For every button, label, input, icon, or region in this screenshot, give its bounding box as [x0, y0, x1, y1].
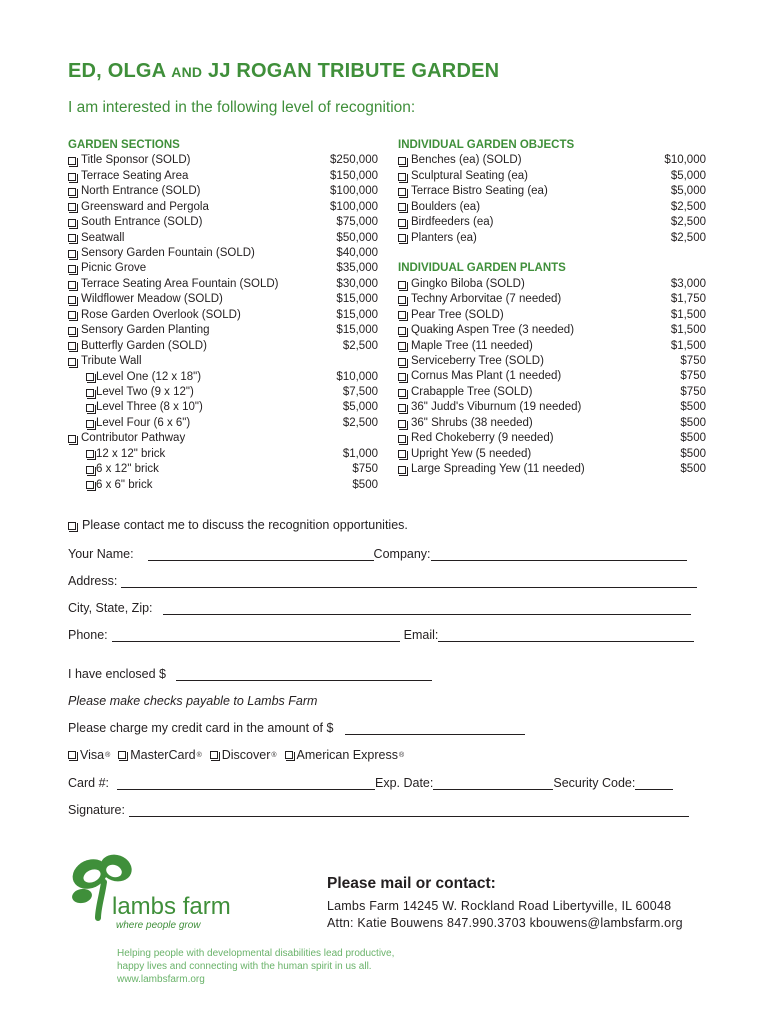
checkbox-icon[interactable]	[398, 404, 406, 412]
list-item[interactable]	[398, 431, 706, 446]
list-item[interactable]	[398, 323, 706, 338]
item-price: $1,500	[670, 339, 706, 352]
item-price: $5,000	[670, 169, 706, 182]
item-price: $750	[352, 463, 378, 476]
item-price: $500	[680, 463, 706, 476]
item-label: South Entrance (SOLD)	[81, 216, 203, 229]
card-option[interactable]	[285, 748, 405, 762]
checkbox-icon[interactable]	[68, 751, 76, 759]
item-label: 6 x 12" brick	[96, 463, 159, 476]
item-label: Serviceberry Tree (SOLD)	[411, 355, 544, 368]
checkbox-icon[interactable]	[68, 265, 76, 273]
address-label: Address:	[68, 574, 118, 588]
item-price: $50,000	[336, 231, 378, 244]
checkbox-icon[interactable]	[398, 466, 406, 474]
garden-objects-list	[398, 153, 706, 246]
list-item[interactable]	[398, 447, 706, 462]
item-label: 12 x 12" brick	[96, 447, 166, 460]
list-item[interactable]	[68, 292, 378, 307]
item-price: $1,500	[670, 308, 706, 321]
item-price: $1,750	[670, 293, 706, 306]
exp-date-label: Exp. Date:	[375, 776, 434, 790]
city-row	[68, 601, 691, 615]
checkbox-icon[interactable]	[68, 157, 76, 165]
checkbox-icon[interactable]	[398, 173, 406, 181]
checkbox-icon[interactable]	[398, 296, 406, 304]
phone-field[interactable]	[112, 630, 400, 642]
item-price: $2,500	[670, 216, 706, 229]
card-option[interactable]	[118, 748, 201, 762]
card-option-label: Visa	[80, 748, 105, 762]
item-label: Benches (ea) (SOLD)	[411, 154, 522, 167]
registered-mark: ®	[271, 751, 277, 759]
checkbox-icon[interactable]	[398, 373, 406, 381]
checkbox-icon[interactable]	[398, 450, 406, 458]
checkbox-icon[interactable]	[68, 296, 76, 304]
item-price: $15,000	[336, 293, 378, 306]
item-price: $5,000	[342, 401, 378, 414]
item-label: 36" Shrubs (38 needed)	[411, 416, 533, 429]
charge-row	[68, 721, 525, 735]
list-item[interactable]	[68, 462, 378, 477]
garden-plants-heading: INDIVIDUAL GARDEN PLANTS	[398, 262, 566, 275]
list-item[interactable]	[68, 447, 378, 462]
item-label: Gingko Biloba (SOLD)	[411, 277, 525, 290]
title-part-2: AND	[171, 64, 203, 80]
item-label: Upright Yew (5 needed)	[411, 447, 532, 460]
list-item[interactable]	[68, 323, 378, 338]
list-item[interactable]	[68, 354, 378, 369]
checkbox-icon[interactable]	[285, 751, 293, 759]
list-item[interactable]	[398, 308, 706, 323]
item-label: Title Sponsor (SOLD)	[81, 154, 191, 167]
item-label: Terrace Seating Area Fountain (SOLD)	[81, 277, 279, 290]
list-item[interactable]	[68, 169, 378, 184]
item-price: $150,000	[330, 169, 378, 182]
list-item[interactable]	[398, 184, 706, 199]
item-price: $75,000	[336, 216, 378, 229]
name-company-row	[68, 547, 687, 561]
list-item[interactable]	[68, 431, 378, 446]
enclosed-amount-field[interactable]	[176, 669, 432, 681]
list-item[interactable]	[398, 200, 706, 215]
item-label: Pear Tree (SOLD)	[411, 308, 504, 321]
item-label: Maple Tree (11 needed)	[411, 339, 533, 352]
item-price: $500	[680, 401, 706, 414]
list-item[interactable]	[398, 292, 706, 307]
registered-mark: ®	[398, 751, 405, 759]
phone-label: Phone:	[68, 628, 108, 642]
page-title	[68, 60, 499, 83]
list-item[interactable]	[68, 184, 378, 199]
security-code-field[interactable]	[635, 778, 673, 790]
company-field[interactable]	[431, 549, 687, 561]
list-item[interactable]	[68, 231, 378, 246]
checkbox-icon[interactable]	[68, 188, 76, 196]
list-item[interactable]	[68, 339, 378, 354]
list-item[interactable]	[68, 215, 378, 230]
tribute-wall-list	[68, 370, 378, 432]
title-part-3: JJ ROGAN TRIBUTE GARDEN	[202, 60, 500, 82]
address-row	[68, 574, 697, 588]
item-price: $100,000	[330, 185, 378, 198]
item-label: Terrace Seating Area	[81, 169, 189, 182]
item-label: Level Three (8 x 10")	[96, 401, 203, 414]
logo-wordmark: lambs farm	[112, 893, 231, 920]
item-label: Seatwall	[81, 231, 125, 244]
list-item[interactable]	[398, 385, 706, 400]
registered-mark: ®	[105, 751, 111, 759]
footer-mission	[117, 948, 394, 986]
item-label: North Entrance (SOLD)	[81, 185, 201, 198]
item-price: $40,000	[336, 247, 378, 260]
card-option[interactable]	[68, 748, 110, 762]
item-label: 6 x 6" brick	[96, 478, 153, 491]
item-label: Level One (12 x 18")	[96, 370, 202, 383]
list-item[interactable]	[68, 153, 378, 168]
checkbox-icon[interactable]	[68, 234, 76, 242]
item-label: Butterfly Garden (SOLD)	[81, 339, 207, 352]
item-price: $10,000	[336, 370, 378, 383]
list-item[interactable]	[68, 385, 378, 400]
item-price: $35,000	[336, 262, 378, 275]
item-price: $750	[680, 355, 706, 368]
item-price: $30,000	[336, 277, 378, 290]
checkbox-icon[interactable]	[86, 420, 94, 428]
list-item[interactable]	[398, 369, 706, 384]
item-price: $500	[680, 416, 706, 429]
list-item[interactable]	[68, 400, 378, 415]
checkbox-icon[interactable]	[68, 522, 76, 530]
item-price: $15,000	[336, 324, 378, 337]
list-item[interactable]	[68, 277, 378, 292]
item-label: Techny Arborvitae (7 needed)	[411, 293, 562, 306]
registered-mark: ®	[196, 751, 202, 759]
item-label: Cornus Mas Plant (1 needed)	[411, 370, 562, 383]
list-item[interactable]	[398, 339, 706, 354]
item-label: Planters (ea)	[411, 231, 477, 244]
checkbox-icon[interactable]	[398, 358, 406, 366]
item-price: $500	[352, 478, 378, 491]
item-price: $250,000	[330, 154, 378, 167]
enclosed-row	[68, 667, 432, 681]
city-state-zip-field[interactable]	[163, 603, 691, 615]
company-label: Company:	[373, 547, 431, 561]
garden-objects-column	[398, 138, 706, 478]
item-label: Birdfeeders (ea)	[411, 216, 494, 229]
item-label: Red Chokeberry (9 needed)	[411, 432, 554, 445]
item-price: $10,000	[664, 154, 706, 167]
item-label: Terrace Bistro Seating (ea)	[411, 185, 548, 198]
list-item[interactable]	[398, 400, 706, 415]
phone-email-row	[68, 628, 694, 642]
checkbox-icon[interactable]	[86, 389, 94, 397]
card-option[interactable]	[210, 748, 277, 762]
card-option-label: Discover	[221, 748, 271, 762]
name-label: Your Name:	[68, 547, 134, 561]
checkbox-icon[interactable]	[398, 219, 406, 227]
garden-plants-list	[398, 277, 706, 478]
security-code-label: Security Code:	[553, 776, 636, 790]
list-item[interactable]	[68, 200, 378, 215]
list-item[interactable]	[68, 246, 378, 261]
list-item[interactable]	[398, 231, 706, 246]
item-label: 36" Judd's Viburnum (19 needed)	[411, 401, 582, 414]
list-item[interactable]	[398, 215, 706, 230]
item-label: Sculptural Seating (ea)	[411, 169, 528, 182]
checks-note: Please make checks payable to Lambs Farm	[68, 694, 318, 708]
list-item[interactable]	[398, 354, 706, 369]
list-item[interactable]	[68, 261, 378, 276]
card-row	[68, 776, 673, 790]
contributor-pathway-list	[68, 447, 378, 493]
signature-label: Signature:	[68, 803, 125, 817]
checkbox-icon[interactable]	[398, 188, 406, 196]
item-price: $500	[680, 432, 706, 445]
checkbox-icon[interactable]	[398, 281, 406, 289]
title-part-1: ED, OLGA	[68, 60, 172, 82]
item-price: $3,000	[670, 277, 706, 290]
card-option-label: MasterCard	[130, 748, 196, 762]
checkbox-icon[interactable]	[398, 327, 406, 335]
item-label: Picnic Grove	[81, 262, 147, 275]
item-price: $750	[680, 370, 706, 383]
item-price: $2,500	[670, 231, 706, 244]
checkbox-icon[interactable]	[68, 250, 76, 258]
list-item[interactable]	[398, 169, 706, 184]
list-item[interactable]	[398, 153, 706, 168]
garden-sections-heading: GARDEN SECTIONS	[68, 139, 180, 151]
garden-sections-list	[68, 153, 378, 369]
checkbox-icon[interactable]	[68, 342, 76, 350]
city-label: City, State, Zip:	[68, 601, 153, 615]
item-price: $100,000	[330, 200, 378, 213]
checkbox-icon[interactable]	[86, 404, 94, 412]
checkbox-icon[interactable]	[398, 311, 406, 319]
item-label: Crabapple Tree (SOLD)	[411, 385, 533, 398]
garden-objects-heading: INDIVIDUAL GARDEN OBJECTS	[398, 139, 575, 151]
charge-amount-field[interactable]	[345, 723, 525, 735]
mail-address: Lambs Farm 14245 W. Rockland Road Libertyville, IL 60048	[327, 899, 672, 913]
item-price: $2,500	[342, 339, 378, 352]
footer-line-1: Helping people with developmental disabilities lead productive,	[117, 948, 395, 959]
exp-date-field[interactable]	[433, 778, 553, 790]
footer-line-2: happy lives and connecting with the human spirit in us all.	[117, 960, 372, 972]
checkbox-icon[interactable]	[398, 203, 406, 211]
item-price: $1,000	[342, 447, 378, 460]
item-label: Rose Garden Overlook (SOLD)	[81, 308, 241, 321]
item-price: $2,500	[670, 200, 706, 213]
mail-contact: Attn: Katie Bouwens 847.990.3703 kbouwens@lambsfarm.org	[327, 916, 683, 930]
item-price: $750	[680, 385, 706, 398]
list-item[interactable]	[68, 370, 378, 385]
checkbox-icon[interactable]	[86, 481, 94, 489]
checkbox-icon[interactable]	[86, 466, 94, 474]
email-field[interactable]	[438, 630, 694, 642]
footer-website-link[interactable]: www.lambsfarm.org	[117, 973, 205, 985]
list-item[interactable]	[398, 416, 706, 431]
item-price: $1,500	[670, 324, 706, 337]
garden-sections-column	[68, 138, 378, 493]
card-number-field[interactable]	[117, 778, 375, 790]
address-field[interactable]	[121, 576, 697, 588]
contact-me-option[interactable]	[68, 518, 408, 532]
card-type-options	[68, 748, 404, 762]
item-label: Boulders (ea)	[411, 200, 481, 213]
contact-me-label: Please contact me to discuss the recognition opportunities.	[82, 518, 408, 532]
email-label: Email:	[403, 628, 439, 642]
list-item[interactable]	[398, 277, 706, 292]
card-number-label: Card #:	[68, 776, 109, 790]
name-field[interactable]	[148, 549, 374, 561]
item-price: $500	[680, 447, 706, 460]
checkbox-icon[interactable]	[68, 358, 76, 366]
checkbox-icon[interactable]	[398, 389, 406, 397]
enclosed-label: I have enclosed $	[68, 667, 166, 681]
item-label: Greensward and Pergola	[81, 200, 209, 213]
item-price: $15,000	[336, 308, 378, 321]
item-price: $5,000	[670, 185, 706, 198]
checkbox-icon[interactable]	[68, 281, 76, 289]
checkbox-icon[interactable]	[68, 327, 76, 335]
pathway-label: Contributor Pathway	[81, 432, 186, 445]
list-item[interactable]	[398, 462, 706, 477]
item-label: Sensory Garden Fountain (SOLD)	[81, 247, 255, 260]
charge-label: Please charge my credit card in the amount of $	[68, 721, 334, 735]
checkbox-icon[interactable]	[398, 234, 406, 242]
checkbox-icon[interactable]	[398, 342, 406, 350]
checkbox-icon[interactable]	[68, 311, 76, 319]
checkbox-icon[interactable]	[68, 203, 76, 211]
item-label: Wildflower Meadow (SOLD)	[81, 293, 223, 306]
card-option-label: American Express	[296, 748, 398, 762]
checkbox-icon[interactable]	[68, 173, 76, 181]
list-item[interactable]	[68, 478, 378, 493]
checkbox-icon[interactable]	[398, 435, 406, 443]
page-subtitle: I am interested in the following level of recognition:	[68, 99, 416, 116]
checkbox-icon[interactable]	[86, 450, 94, 458]
list-item[interactable]	[68, 416, 378, 431]
item-label: Level Two (9 x 12")	[96, 385, 194, 398]
checkbox-icon[interactable]	[86, 373, 94, 381]
item-label: Level Four (6 x 6")	[96, 416, 191, 429]
signature-field[interactable]	[129, 805, 689, 817]
checkbox-icon[interactable]	[68, 219, 76, 227]
list-item[interactable]	[68, 308, 378, 323]
item-label: Quaking Aspen Tree (3 needed)	[411, 324, 575, 337]
item-label: Large Spreading Yew (11 needed)	[411, 463, 585, 476]
checkbox-icon[interactable]	[118, 751, 126, 759]
item-label: Tribute Wall	[81, 355, 142, 368]
checkbox-icon[interactable]	[398, 420, 406, 428]
signature-row	[68, 803, 689, 817]
checkbox-icon[interactable]	[398, 157, 406, 165]
item-price: $2,500	[342, 416, 378, 429]
item-label: Sensory Garden Planting	[81, 324, 210, 337]
checkbox-icon[interactable]	[210, 751, 218, 759]
logo-tagline: where people grow	[116, 920, 201, 931]
checkbox-icon[interactable]	[68, 435, 76, 443]
item-price: $7,500	[342, 385, 378, 398]
mail-heading: Please mail or contact:	[327, 875, 496, 892]
